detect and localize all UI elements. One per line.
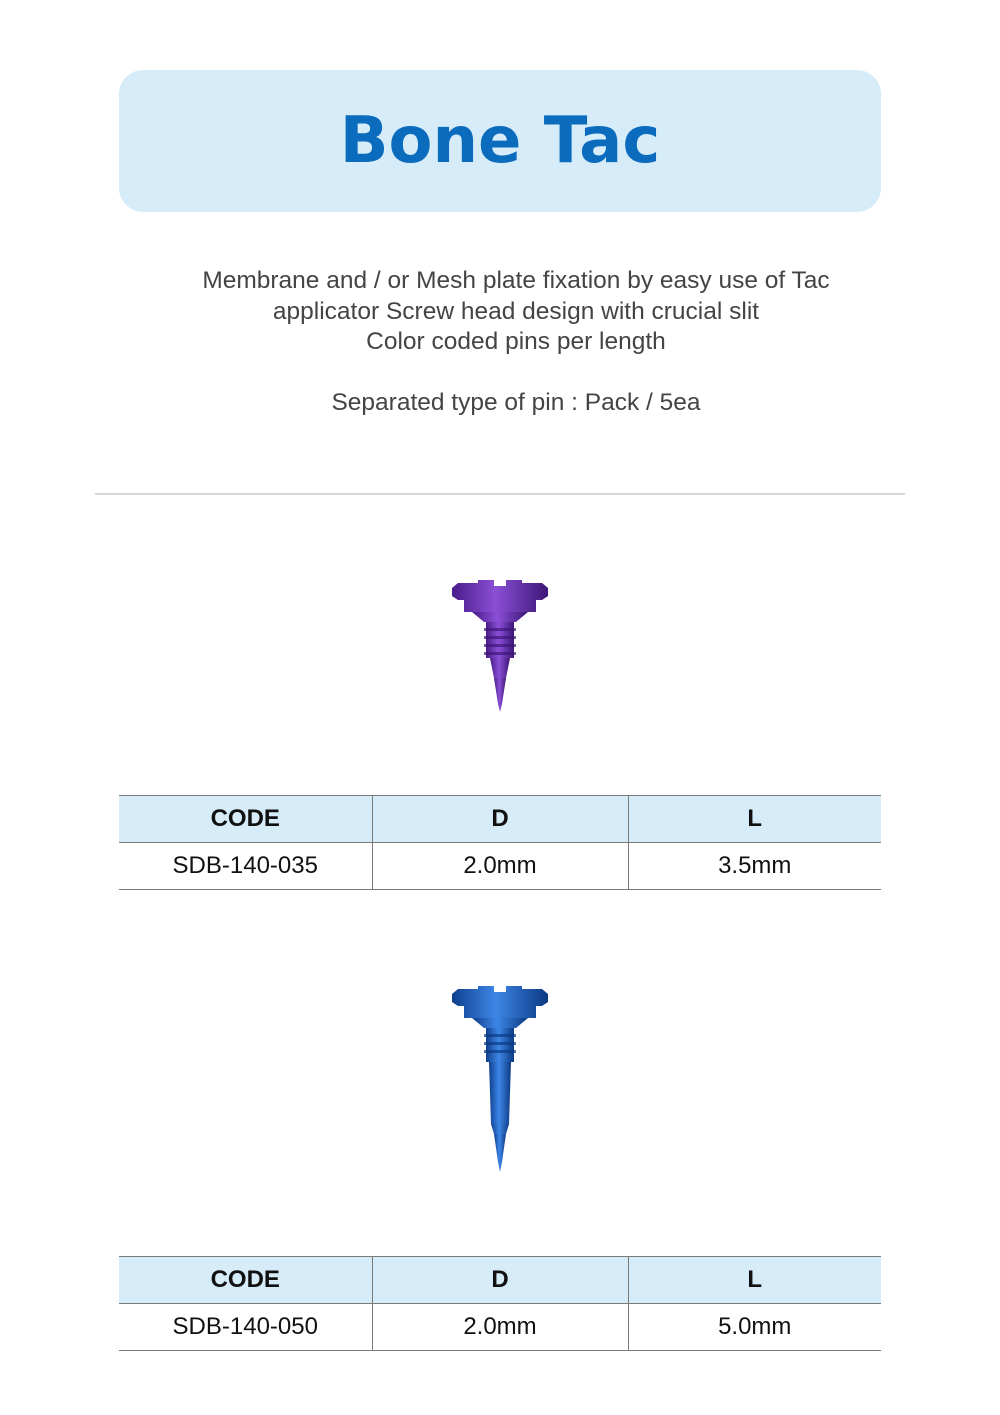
table-row bbox=[119, 843, 881, 890]
header-code: CODE bbox=[119, 1257, 372, 1304]
description-line: Color coded pins per length bbox=[366, 328, 666, 355]
purple-bone-tac-pin-icon bbox=[450, 578, 550, 714]
pack-info: Separated type of pin : Pack / 5ea bbox=[331, 388, 701, 416]
cell-diameter: 2.0mm bbox=[372, 843, 628, 890]
title-banner bbox=[119, 70, 881, 212]
cell-length: 5.0mm bbox=[628, 1304, 881, 1351]
page-title: Bone Tac bbox=[339, 104, 661, 178]
spec-table bbox=[119, 795, 881, 890]
description-line: applicator Screw head design with crucial slit bbox=[272, 297, 760, 325]
blue-bone-tac-pin-icon bbox=[450, 984, 550, 1174]
table-row bbox=[119, 1304, 881, 1351]
section-divider bbox=[95, 493, 905, 495]
header-length: L bbox=[628, 796, 881, 843]
product-description bbox=[100, 266, 932, 418]
cell-code: SDB-140-050 bbox=[119, 1304, 372, 1351]
table-header-row bbox=[119, 1257, 881, 1304]
description-line: Membrane and / or Mesh plate fixation by easy use of Tac bbox=[202, 267, 830, 294]
cell-diameter: 2.0mm bbox=[372, 1304, 628, 1351]
cell-code: SDB-140-035 bbox=[119, 843, 372, 890]
blue-bone-tac-pin-image bbox=[450, 984, 550, 1174]
header-diameter: D bbox=[372, 796, 628, 843]
header-diameter: D bbox=[372, 1257, 628, 1304]
table-header-row bbox=[119, 796, 881, 843]
spec-table bbox=[119, 1256, 881, 1351]
header-length: L bbox=[628, 1257, 881, 1304]
cell-length: 3.5mm bbox=[628, 843, 881, 890]
header-code: CODE bbox=[119, 796, 372, 843]
purple-bone-tac-pin-image bbox=[450, 578, 550, 714]
